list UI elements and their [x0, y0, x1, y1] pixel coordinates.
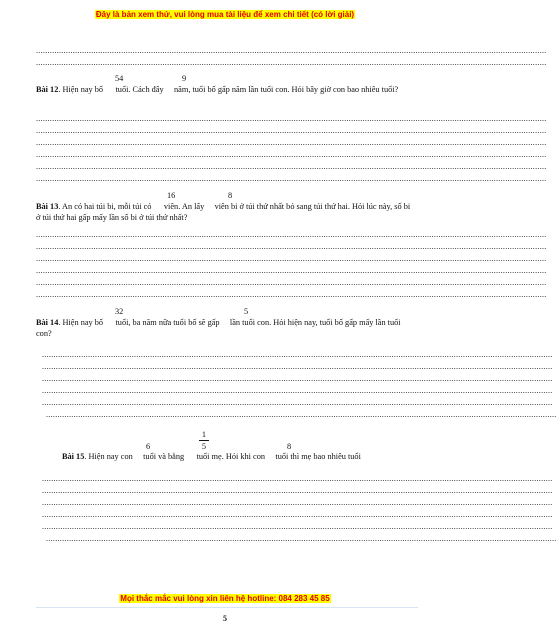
problem-14-text: . Hiện nay bố tuổi, ba năm nữa tuổi bố sẽ gấp lần tuổi con. Hỏi hiện nay, tuổi bố gấp mấy lần tuổi con? — [36, 318, 403, 338]
fraction-numerator: 1 — [201, 430, 207, 439]
problem-15-number-3: 8 — [287, 442, 292, 451]
problem-12-label: Bài 12 — [36, 85, 59, 94]
problem-15-fraction — [199, 430, 209, 451]
problem-15-text: . Hiện nay con tuổi và bằng tuổi mẹ. Hỏi khi con tuổi thì mẹ bao nhiêu tuổi — [84, 452, 361, 461]
answer-line: .............................................................................................................................................................................................................................. — [46, 410, 557, 419]
preview-notice-text: Đây là bản xem thử, vui lòng mua tài liệu để xem chi tiết (có lời giải) — [95, 10, 355, 19]
footer-divider — [36, 607, 418, 608]
problem-13 — [36, 201, 416, 223]
answer-line: .............................................................................................................................................................................................................................. — [46, 534, 557, 543]
preview-notice-banner — [0, 10, 450, 19]
problem-14-label: Bài 14 — [36, 318, 59, 327]
problem-15 — [62, 451, 422, 462]
answer-line: .............................................................................................................................................................................................................................. — [36, 114, 547, 123]
answer-line: .............................................................................................................................................................................................................................. — [42, 362, 553, 371]
problem-14-number-2: 5 — [244, 307, 249, 316]
answer-line: .............................................................................................................................................................................................................................. — [36, 174, 547, 183]
answer-line: .............................................................................................................................................................................................................................. — [42, 386, 553, 395]
problem-12-number-1: 54 — [115, 74, 124, 83]
hotline-banner — [0, 594, 450, 603]
answer-line: .............................................................................................................................................................................................................................. — [36, 290, 547, 299]
fraction-denominator: 5 — [201, 441, 207, 451]
problem-13-number-2: 8 — [228, 191, 233, 200]
answer-line: .............................................................................................................................................................................................................................. — [36, 138, 547, 147]
problem-12 — [36, 84, 416, 95]
problem-12-number-2: 9 — [182, 74, 187, 83]
answer-line: .............................................................................................................................................................................................................................. — [42, 374, 553, 383]
problem-13-label: Bài 13 — [36, 202, 59, 211]
answer-line: .............................................................................................................................................................................................................................. — [36, 46, 547, 55]
answer-line: .............................................................................................................................................................................................................................. — [42, 398, 553, 407]
answer-line: .............................................................................................................................................................................................................................. — [42, 474, 553, 483]
problem-13-text: . An có hai túi bi, mỗi túi có viên. An lấy viên bi ở túi thứ nhất bỏ sang túi thứ hai. Hỏi lúc này, số bi ở túi thứ hai gấp mấy lần số bi ở túi thứ nhất? — [36, 202, 413, 222]
answer-line: .............................................................................................................................................................................................................................. — [42, 350, 553, 359]
problem-14-number-1: 32 — [115, 307, 124, 316]
answer-line: .............................................................................................................................................................................................................................. — [42, 486, 553, 495]
answer-line: .............................................................................................................................................................................................................................. — [36, 278, 547, 287]
answer-line: .............................................................................................................................................................................................................................. — [36, 242, 547, 251]
page-number: 5 — [223, 614, 227, 623]
problem-15-number-1: 6 — [146, 442, 151, 451]
answer-line: .............................................................................................................................................................................................................................. — [42, 510, 553, 519]
answer-line: .............................................................................................................................................................................................................................. — [36, 150, 547, 159]
problem-15-label: Bài 15 — [62, 452, 85, 461]
answer-line: .............................................................................................................................................................................................................................. — [42, 498, 553, 507]
fraction-bar — [199, 440, 209, 441]
problem-13-number-1: 16 — [167, 191, 176, 200]
answer-line: .............................................................................................................................................................................................................................. — [36, 230, 547, 239]
answer-line: .............................................................................................................................................................................................................................. — [42, 522, 553, 531]
problem-14 — [36, 317, 416, 339]
answer-line: .............................................................................................................................................................................................................................. — [36, 266, 547, 275]
answer-line: .............................................................................................................................................................................................................................. — [36, 58, 547, 67]
answer-line: .............................................................................................................................................................................................................................. — [36, 254, 547, 263]
answer-line: .............................................................................................................................................................................................................................. — [36, 126, 547, 135]
answer-line: .............................................................................................................................................................................................................................. — [36, 162, 547, 171]
problem-12-text: . Hiện nay bố tuổi. Cách đây năm, tuổi bố gấp năm lần tuổi con. Hỏi bây giờ con bao nhiêu tuổi? — [58, 85, 399, 94]
hotline-text: Mọi thắc mắc vui lòng xin liên hệ hotline: 084 283 45 85 — [120, 594, 330, 603]
